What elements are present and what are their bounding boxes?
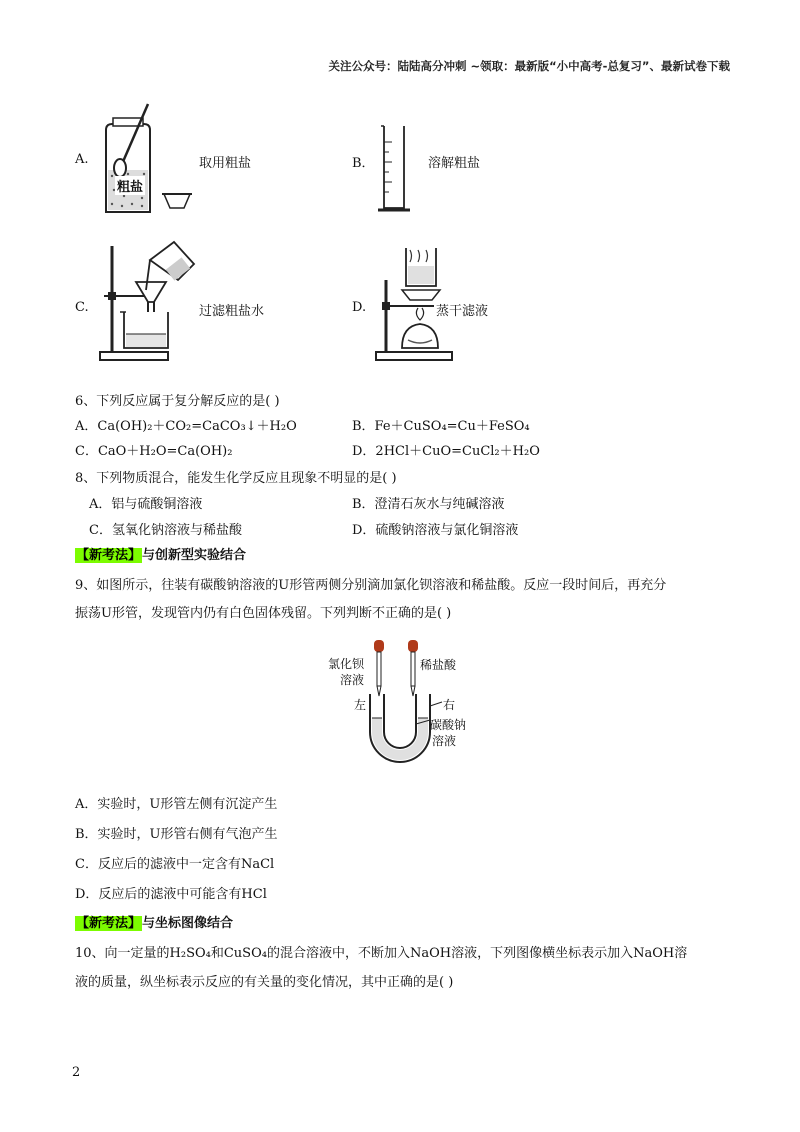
fig-left-label: 左 [354, 698, 367, 712]
q10-stem-line2: 液的质量，纵坐标表示反应的有关量的变化情况，其中正确的是( ) [75, 975, 454, 990]
section-title: 与创新型实验结合 [142, 548, 247, 563]
q6-option-c: C．CaO＋H₂O=Ca(OH)₂ [75, 444, 233, 459]
graduated-cylinder-icon [374, 122, 414, 218]
fig-bacl2-label-1: 氯化钡 [328, 657, 365, 671]
q9-option-d: D．反应后的滤液中可能含有HCl [75, 887, 267, 902]
fig-hcl-label: 稀盐酸 [420, 658, 457, 672]
option-b-letter: B． [352, 156, 375, 171]
q9-option-c: C．反应后的滤液中一定含有NaCl [75, 857, 275, 872]
q8-option-c: C．氢氧化钠溶液与稀盐酸 [89, 523, 242, 538]
option-d-letter: D. [352, 300, 367, 315]
section-tag: 【新考法】 [76, 548, 142, 563]
q9-option-b: B．实验时，U形管右侧有气泡产生 [75, 827, 278, 842]
q9-option-a: A．实验时，U形管左侧有沉淀产生 [75, 797, 278, 812]
q10-stem-line1: 10、向一定量的H₂SO₄和CuSO₄的混合溶液中，不断加入NaOH溶液，下列图像横坐标表示加入NaOH溶 [75, 946, 688, 961]
option-d-text: 蒸干滤液 [436, 304, 489, 319]
fig-na2co3-label-1: 碳酸钠 [430, 718, 467, 732]
page-header: 关注公众号：陆陆高分冲刺 ~领取：最新版“小中高考-总复习”、最新试卷下载 [328, 59, 730, 73]
q6-stem: 6、下列反应属于复分解反应的是( ) [75, 394, 280, 409]
fig-right-label: 右 [443, 698, 456, 712]
q6-option-b: B．Fe＋CuSO₄=Cu＋FeSO₄ [352, 419, 530, 434]
option-c-letter: C. [75, 300, 89, 315]
q8-option-d: D．硫酸钠溶液与氯化铜溶液 [352, 523, 519, 538]
q8-option-b: B．澄清石灰水与纯碱溶液 [352, 497, 505, 512]
option-b-text: 溶解粗盐 [428, 156, 481, 171]
jar-with-spoon-icon [98, 100, 198, 216]
section-heading-experiment [75, 546, 246, 566]
q8-option-a: A．铝与硫酸铜溶液 [89, 497, 203, 512]
fig-na2co3-label-2: 溶液 [432, 734, 457, 748]
section-title: 与坐标图像结合 [142, 916, 234, 931]
filtration-setup-icon [98, 238, 198, 364]
section-heading-graphs [75, 914, 233, 934]
option-c-text: 过滤粗盐水 [199, 304, 265, 319]
page-number: 2 [72, 1065, 81, 1080]
q9-stem-line1: 9、如图所示，往装有碳酸钠溶液的U形管两侧分别滴加氯化钡溶液和稀盐酸。反应一段时间后，再充分 [75, 578, 667, 593]
q8-stem: 8、下列物质混合，能发生化学反应且现象不明显的是( ) [75, 471, 397, 486]
fig-bacl2-label-2: 溶液 [340, 673, 365, 687]
option-a-text: 取用粗盐 [199, 156, 252, 171]
option-a-letter: A. [75, 152, 89, 167]
q9-stem-line2: 振荡U形管，发现管内仍有白色固体残留。下列判断不正确的是( ) [75, 606, 452, 621]
jar-label: 粗盐 [115, 176, 145, 195]
section-tag: 【新考法】 [76, 916, 142, 931]
q6-option-a: A．Ca(OH)₂＋CO₂=CaCO₃↓＋H₂O [75, 419, 297, 434]
q6-option-d: D．2HCl＋CuO=CuCl₂＋H₂O [352, 444, 540, 459]
